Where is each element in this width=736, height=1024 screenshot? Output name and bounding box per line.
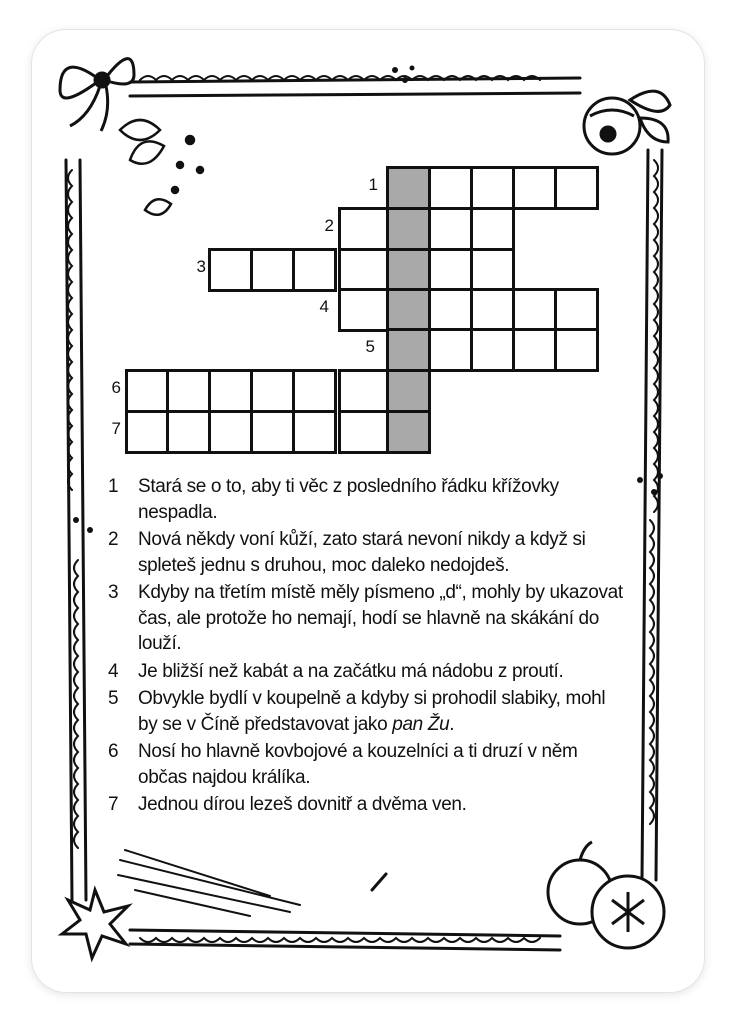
solution-cell[interactable] xyxy=(386,369,431,413)
crossword-cell[interactable] xyxy=(470,288,515,332)
crossword-cell[interactable] xyxy=(512,328,557,372)
crossword-cell[interactable] xyxy=(428,248,473,292)
crossword-cell[interactable] xyxy=(554,166,599,210)
crossword-cell[interactable] xyxy=(554,288,599,332)
crossword-cell[interactable] xyxy=(250,248,295,292)
crossword-cell[interactable] xyxy=(338,288,389,332)
crossword-cell[interactable] xyxy=(250,369,295,413)
clue-text: Nová někdy voní kůží, zato stará nevoní nikdy a když si spleteš jednu s druhou, moc daleko nedojdeš. xyxy=(138,529,586,576)
solution-cell[interactable] xyxy=(386,328,431,372)
crossword-cell[interactable] xyxy=(125,369,170,413)
holly-icon xyxy=(120,120,203,215)
crossword-cell[interactable] xyxy=(428,288,473,332)
clue-text-part: Obvykle bydlí v koupelně a kdyby si prohodil slabiky, mohl by se v Číně představovat jako xyxy=(138,688,606,735)
crossword-cell[interactable] xyxy=(470,328,515,372)
crossword-cell[interactable] xyxy=(208,410,253,454)
row-number: 5 xyxy=(365,337,375,356)
crossword-cell[interactable] xyxy=(428,207,473,251)
row-number: 2 xyxy=(324,216,334,235)
clue-text-part: . xyxy=(449,713,455,735)
solution-cell[interactable] xyxy=(386,207,431,251)
clue-text: Nosí ho hlavně kovbojové a kouzelníci a ti druzí v něm občas najdou králíka. xyxy=(138,741,578,788)
clue-2 xyxy=(108,527,628,578)
clue-text-italic: pan Žu xyxy=(392,713,450,735)
clue-text: Jednou dírou lezeš dovnitř a dvěma ven. xyxy=(138,794,467,815)
clue-number: 3 xyxy=(108,582,119,603)
crossword-cell[interactable] xyxy=(512,166,557,210)
crossword-cell[interactable] xyxy=(292,369,337,413)
crossword-cell[interactable] xyxy=(338,248,389,292)
bow-icon xyxy=(60,59,134,131)
crossword-cell[interactable] xyxy=(166,369,211,413)
bell-icon xyxy=(584,91,670,154)
clue-number: 2 xyxy=(108,529,119,550)
crossword-cell[interactable] xyxy=(338,369,389,413)
clue-number: 5 xyxy=(108,688,119,709)
clue-3 xyxy=(108,580,628,657)
crossword-cell[interactable] xyxy=(208,369,253,413)
clue-text: Stará se o to, aby ti věc z posledního řádku křížovky nespadla. xyxy=(138,476,559,523)
clue-number: 1 xyxy=(108,476,119,497)
crossword-cell[interactable] xyxy=(208,248,253,292)
clue-6 xyxy=(108,739,628,790)
crossword-cell[interactable] xyxy=(428,166,473,210)
apple-icon xyxy=(548,842,664,948)
row-number: 6 xyxy=(111,378,121,397)
solution-cell[interactable] xyxy=(386,410,431,454)
crossword-cell[interactable] xyxy=(338,410,389,454)
clue-7 xyxy=(108,792,628,818)
clue-5 xyxy=(108,686,628,737)
clue-number: 7 xyxy=(108,794,119,815)
solution-cell[interactable] xyxy=(386,248,431,292)
crossword-cell[interactable] xyxy=(292,248,337,292)
row-number: 1 xyxy=(368,175,378,194)
solution-cell[interactable] xyxy=(386,166,431,210)
star-icon xyxy=(62,890,128,958)
clue-text: Kdyby na třetím místě měly písmeno „d“, mohly by ukazovat čas, ale protože ho nemají, hodí se hlavně na skákání do louží. xyxy=(138,582,623,654)
crossword-cell[interactable] xyxy=(428,328,473,372)
crossword-cell[interactable] xyxy=(125,410,170,454)
crossword-cell[interactable] xyxy=(470,166,515,210)
clue-text xyxy=(138,686,628,737)
clue-4 xyxy=(108,659,628,685)
row-number: 3 xyxy=(196,257,206,276)
crossword-cell[interactable] xyxy=(338,207,389,251)
crossword-cell[interactable] xyxy=(250,410,295,454)
clue-number: 6 xyxy=(108,741,119,762)
crossword-cell[interactable] xyxy=(512,288,557,332)
crossword-cell[interactable] xyxy=(470,207,515,251)
clue-number: 4 xyxy=(108,660,119,682)
crossword-cell[interactable] xyxy=(470,248,515,292)
row-number: 4 xyxy=(319,297,329,316)
clue-text: Je bližší než kabát a na začátku má nádobu z proutí. xyxy=(138,660,564,682)
crossword-cell[interactable] xyxy=(166,410,211,454)
clues-list xyxy=(108,474,628,820)
clue-1 xyxy=(108,474,628,525)
crossword-cell[interactable] xyxy=(554,328,599,372)
solution-cell[interactable] xyxy=(386,288,431,332)
row-number: 7 xyxy=(111,419,121,438)
crossword-cell[interactable] xyxy=(292,410,337,454)
